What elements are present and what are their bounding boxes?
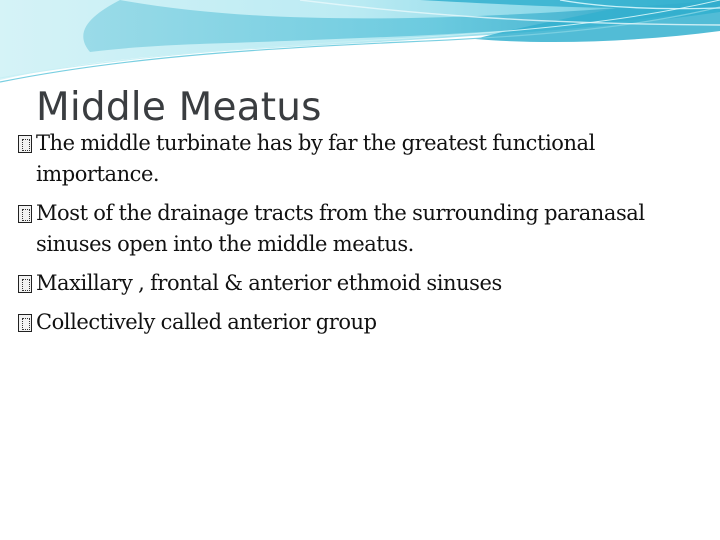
bullet-text: Collectively called anterior group [36, 310, 377, 334]
bullet-item [18, 307, 718, 338]
bullet-text: Maxillary , frontal & anterior ethmoid sinuses [36, 271, 502, 295]
bullet-item [18, 268, 718, 299]
slide-title: Middle Meatus [36, 85, 322, 130]
bullet-icon [18, 275, 32, 293]
bullet-icon [18, 205, 32, 223]
bullet-list [18, 128, 718, 338]
bullet-text: Most of the drainage tracts from the surrounding paranasal sinuses open into the middle meatus. [36, 201, 645, 256]
bullet-icon [18, 314, 32, 332]
decorative-header-wave [0, 0, 720, 90]
bullet-item [18, 198, 718, 260]
bullet-text: The middle turbinate has by far the greatest functional importance. [36, 131, 595, 186]
bullet-item [18, 128, 718, 190]
bullet-icon [18, 135, 32, 153]
